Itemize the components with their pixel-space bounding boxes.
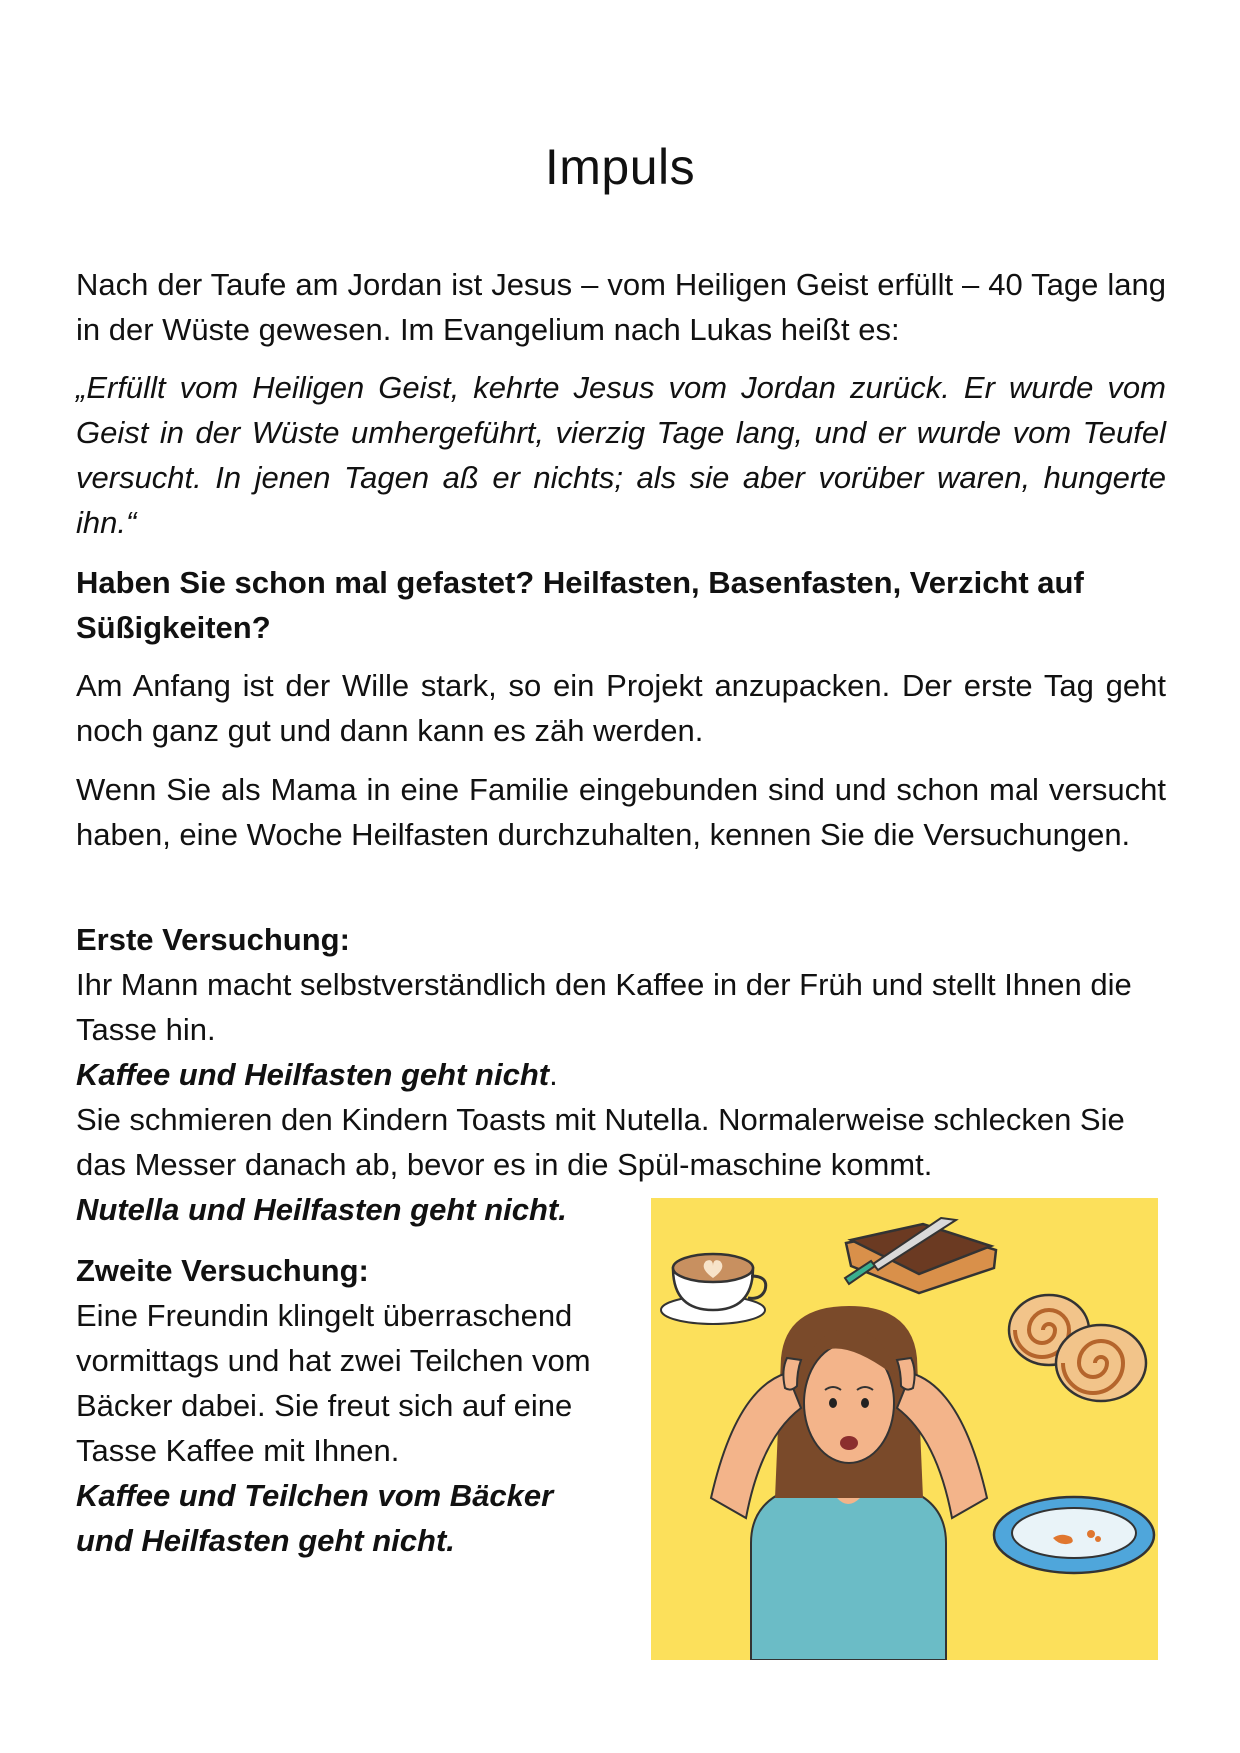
will-paragraph: Am Anfang ist der Wille stark, so ein Projekt anzupacken. Der erste Tag geht noch ganz gut und dann kann es zäh werden. bbox=[76, 668, 1166, 748]
coffee-text: Ihr Mann macht selbstverständlich den Kaffee in der Früh und stellt Ihnen die Tasse hin. bbox=[76, 967, 1132, 1047]
coffee-verdict: Kaffee und Heilfasten geht nicht bbox=[76, 1057, 550, 1092]
coffee-verdict-period: . bbox=[549, 1057, 558, 1092]
second-temptation-section bbox=[76, 1248, 636, 1563]
first-temptation-heading: Erste Versuchung: bbox=[76, 922, 350, 957]
fasting-question: Haben Sie schon mal gefastet? Heilfasten, Basenfasten, Verzicht auf Süßigkeiten? bbox=[76, 565, 1084, 645]
visit-text-line: Tasse Kaffee mit Ihnen. bbox=[76, 1433, 400, 1468]
pastry-verdict-line: Kaffee und Teilchen vom Bäcker bbox=[76, 1478, 554, 1513]
visit-text-line: vormittags und hat zwei Teilchen vom bbox=[76, 1343, 591, 1378]
nutella-verdict: Nutella und Heilfasten geht nicht. bbox=[76, 1192, 567, 1227]
empty-plate-icon bbox=[994, 1497, 1154, 1573]
second-temptation-heading: Zweite Versuchung: bbox=[76, 1253, 369, 1288]
bible-quote: „Erfüllt vom Heiligen Geist, kehrte Jesus vom Jordan zurück. Er wurde vom Geist in der Wüste umhergeführt, vierzig Tage lang, und er wurde vom Teufel versucht. In jenen Tagen aß er nichts; als sie aber vorüber waren, hungerte ihn.“ bbox=[76, 370, 1166, 540]
page-title: Impuls bbox=[544, 139, 696, 195]
visit-text-line: Eine Freundin klingelt überraschend bbox=[76, 1298, 573, 1333]
pastry-verdict-line: und Heilfasten geht nicht. bbox=[76, 1523, 455, 1558]
coffee-cup-icon bbox=[661, 1254, 766, 1324]
nutella-text: Sie schmieren den Kindern Toasts mit Nutella. Normalerweise schlecken Sie das Messer danach ab, bevor es in die Spül-maschine kommt. bbox=[76, 1102, 1125, 1182]
intro-paragraph: Nach der Taufe am Jordan ist Jesus – vom Heiligen Geist erfüllt – 40 Tage lang in der Wüste gewesen. Im Evangelium nach Lukas heißt es: bbox=[76, 267, 1166, 347]
family-paragraph: Wenn Sie als Mama in eine Familie eingebunden sind und schon mal versucht haben, eine Woche Heilfasten durchzuhalten, kennen Sie die Versuchungen. bbox=[76, 772, 1166, 852]
fasting-temptation-illustration bbox=[651, 1198, 1158, 1660]
first-temptation-section bbox=[76, 917, 1166, 1232]
visit-text-line: Bäcker dabei. Sie freut sich auf eine bbox=[76, 1388, 573, 1423]
